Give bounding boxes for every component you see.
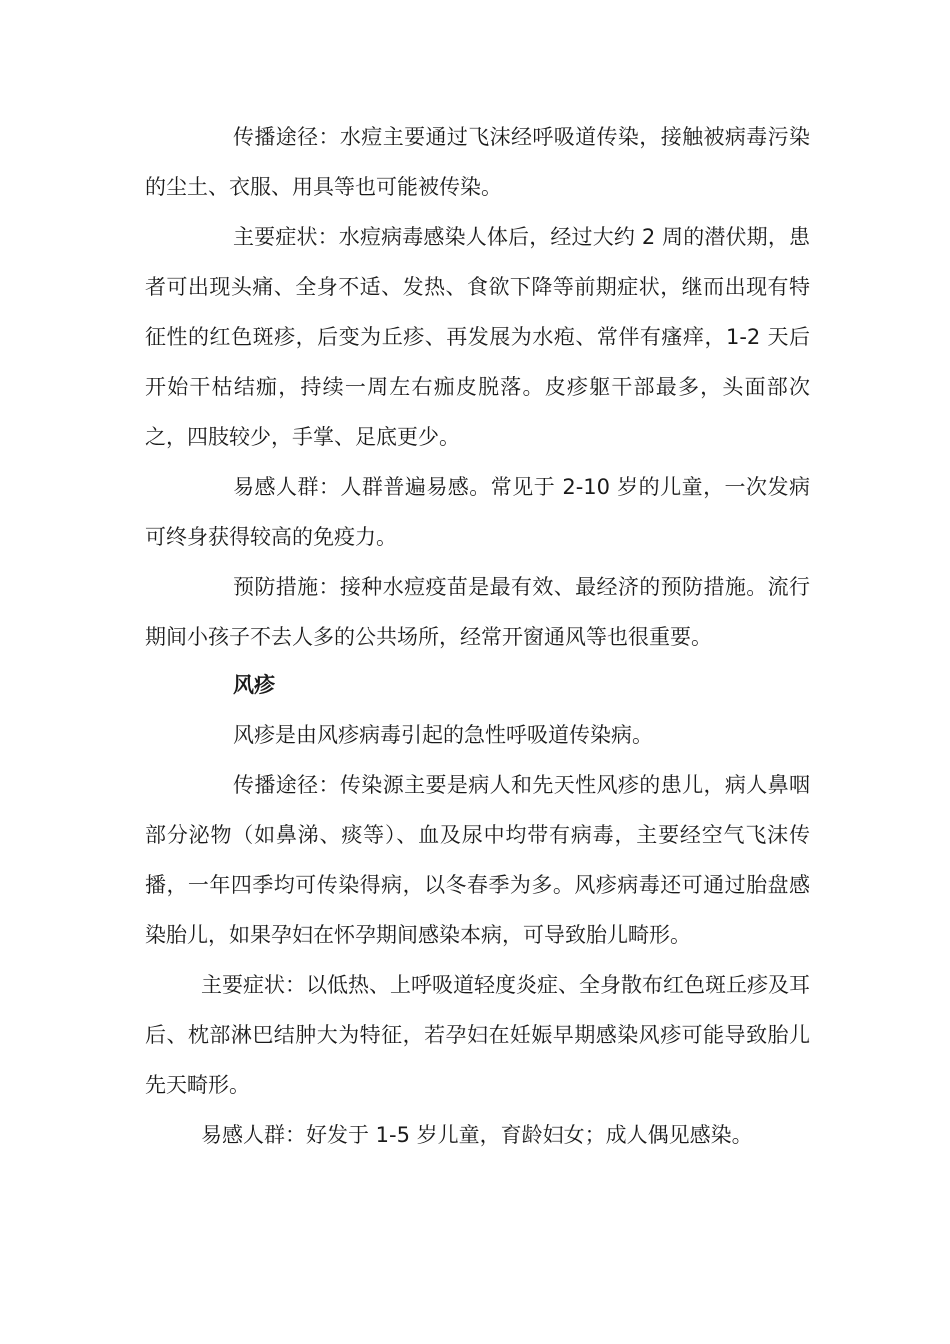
rubella-intro-paragraph: 风疹是由风疹病毒引起的急性呼吸道传染病。 — [233, 723, 653, 747]
chickenpox-symptoms-paragraph: 主要症状：水痘病毒感染人体后，经过大约 2 周的潜伏期，患者可出现头痛、全身不适、发热、食欲下降等前期症状，继而出现有特征性的红色斑疹，后变为丘疹、再发展为水疱、常伴有瘙痒，1-2 天后开始干枯结痂，持续一周左右痂皮脱落。皮疹躯干部最多，头面部次之，四肢较少，手掌、足底更少。 — [145, 225, 810, 449]
chickenpox-transmission-paragraph: 传播途径：水痘主要通过飞沫经呼吸道传染，接触被病毒污染的尘土、衣服、用具等也可能被传染。 — [145, 125, 810, 199]
chickenpox-prevention-paragraph: 预防措施：接种水痘疫苗是最有效、最经济的预防措施。流行期间小孩子不去人多的公共场所，经常开窗通风等也很重要。 — [145, 575, 810, 649]
rubella-heading: 风疹 — [233, 673, 275, 697]
rubella-symptoms-paragraph: 主要症状：以低热、上呼吸道轻度炎症、全身散布红色斑丘疹及耳后、枕部淋巴结肿大为特征，若孕妇在妊娠早期感染风疹可能导致胎儿先天畸形。 — [145, 973, 810, 1097]
rubella-susceptible-paragraph: 易感人群：好发于 1-5 岁儿童，育龄妇女；成人偶见感染。 — [201, 1123, 753, 1147]
chickenpox-susceptible-paragraph: 易感人群：人群普遍易感。常见于 2-10 岁的儿童，一次发病可终身获得较高的免疫力。 — [145, 475, 810, 549]
rubella-transmission-paragraph: 传播途径：传染源主要是病人和先天性风疹的患儿，病人鼻咽部分泌物（如鼻涕、痰等）、血及尿中均带有病毒，主要经空气飞沫传播，一年四季均可传染得病，以冬春季为多。风疹病毒还可通过胎盘感染胎儿，如果孕妇在怀孕期间感染本病，可导致胎儿畸形。 — [145, 773, 810, 947]
